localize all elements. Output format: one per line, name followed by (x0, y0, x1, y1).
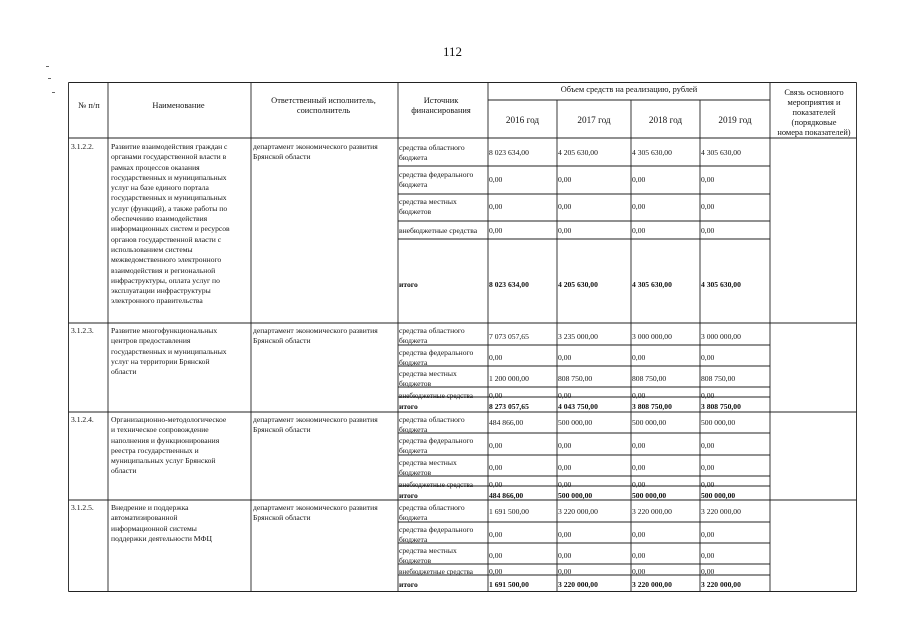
value-cell: 0,00 (632, 175, 646, 184)
value-cell: 0,00 (701, 551, 715, 560)
total-value: 4 305 630,00 (701, 280, 741, 289)
value-cell: 808 750,00 (558, 374, 593, 383)
row-number: 3.1.2.5. (71, 503, 94, 512)
value-cell: 7 073 057,65 (489, 332, 529, 341)
source-label: средства областного бюджета (399, 503, 465, 523)
value-cell: 0,00 (632, 551, 646, 560)
total-value: 4 043 750,00 (558, 402, 598, 411)
total-value: 500 000,00 (701, 491, 736, 500)
value-cell: 0,00 (701, 463, 715, 472)
value-cell: 3 000 000,00 (701, 332, 741, 341)
value-cell: 3 235 000,00 (558, 332, 598, 341)
value-cell: 3 220 000,00 (558, 507, 598, 516)
value-cell: 808 750,00 (701, 374, 736, 383)
total-label: итого (399, 280, 418, 289)
source-label: средства федерального бюджета (399, 348, 474, 368)
total-value: 3 220 000,00 (558, 580, 598, 589)
value-cell: 0,00 (632, 441, 646, 450)
row-number: 3.1.2.4. (71, 415, 94, 424)
value-cell: 0,00 (558, 567, 572, 576)
value-cell: 0,00 (632, 353, 646, 362)
source-label: средства местных бюджетов (399, 458, 457, 478)
value-cell: 0,00 (701, 202, 715, 211)
value-cell: 0,00 (632, 480, 646, 489)
total-label: итого (399, 580, 418, 589)
value-cell: 0,00 (489, 391, 503, 400)
source-label: средства федерального бюджета (399, 436, 474, 456)
value-cell: 4 205 630,00 (558, 148, 598, 157)
value-cell: 0,00 (489, 226, 503, 235)
value-cell: 0,00 (701, 480, 715, 489)
header-name: Наименование (152, 101, 205, 110)
value-cell: 0,00 (632, 202, 646, 211)
value-cell: 0,00 (489, 530, 503, 539)
value-cell: 0,00 (489, 463, 503, 472)
value-cell: 0,00 (558, 441, 572, 450)
value-cell: 3 220 000,00 (632, 507, 672, 516)
row-name: Развитие взаимодействия граждан с органами государственной власти в рамках процессов оказания государственных и муниципальных услуг на базе единого портала государственных и муниципальных услуг (функций), а также работы по обеспечению взаимодействия информационных систем и ресурсов органов государственной власти с использованием системы межведомственного электронного взаимодействия и региональной инфраструктуры, оплата услуг по эксплуатации инфраструктуры электронного правительства (111, 142, 230, 306)
value-cell: 500 000,00 (558, 418, 593, 427)
total-value: 1 691 500,00 (489, 580, 529, 589)
total-value: 3 808 750,00 (701, 402, 741, 411)
value-cell: 0,00 (701, 530, 715, 539)
source-label: средства федерального бюджета (399, 525, 474, 545)
value-cell: 8 023 634,00 (489, 148, 529, 157)
value-cell: 0,00 (701, 391, 715, 400)
header-executor: Ответственный исполнитель, соисполнитель (271, 96, 376, 115)
value-cell: 3 220 000,00 (701, 507, 741, 516)
value-cell: 0,00 (489, 567, 503, 576)
value-cell: 0,00 (558, 551, 572, 560)
row-executor: департамент экономического развития Брянской области (253, 415, 378, 435)
value-cell: 0,00 (489, 353, 503, 362)
row-executor: департамент экономического развития Брянской области (253, 326, 378, 346)
value-cell: 0,00 (558, 480, 572, 489)
value-cell: 0,00 (558, 530, 572, 539)
source-label: средства областного бюджета (399, 143, 465, 163)
source-label: внебюджетные средства (399, 568, 473, 576)
page-number: 112 (442, 44, 463, 59)
source-label: внебюджетные средства (399, 481, 473, 489)
value-cell: 0,00 (632, 391, 646, 400)
total-value: 8 273 057,65 (489, 402, 529, 411)
source-label: средства областного бюджета (399, 415, 465, 435)
total-value: 484 866,00 (489, 491, 524, 500)
value-cell: 0,00 (558, 463, 572, 472)
total-value: 3 220 000,00 (632, 580, 672, 589)
value-cell: 0,00 (489, 441, 503, 450)
source-label: средства областного бюджета (399, 326, 465, 346)
value-cell: 0,00 (632, 530, 646, 539)
header-year: 2016 год (505, 115, 540, 125)
scan-mark (52, 92, 55, 93)
value-cell: 0,00 (632, 226, 646, 235)
total-value: 3 220 000,00 (701, 580, 741, 589)
value-cell: 4 305 630,00 (632, 148, 672, 157)
source-label: средства местных бюджетов (399, 546, 457, 566)
header-year: 2019 год (718, 115, 752, 125)
header-source: Источник финансирования (411, 96, 471, 115)
value-cell: 484 866,00 (489, 418, 524, 427)
value-cell: 500 000,00 (632, 418, 667, 427)
header-year: 2018 год (648, 115, 683, 125)
value-cell: 0,00 (489, 202, 503, 211)
source-label: средства местных бюджетов (399, 197, 457, 217)
row-executor: департамент экономического развития Брянской области (253, 503, 378, 523)
source-label: внебюджетные средства (399, 226, 478, 235)
value-cell: 0,00 (701, 226, 715, 235)
value-cell: 0,00 (701, 353, 715, 362)
total-value: 8 023 634,00 (489, 280, 529, 289)
row-number: 3.1.2.2. (71, 142, 94, 151)
total-label: итого (399, 402, 418, 411)
header-year: 2017 год (577, 115, 611, 125)
value-cell: 0,00 (558, 175, 572, 184)
value-cell: 0,00 (489, 551, 503, 560)
row-name: Развитие многофункциональных центров предоставления государственных и муниципальных услуг на территории Брянской области (111, 326, 227, 377)
value-cell: 0,00 (558, 226, 572, 235)
row-name: Внедрение и поддержка автоматизированной информационной системы поддержки деятельности МФЦ (111, 503, 212, 543)
source-label: средства федерального бюджета (399, 170, 474, 190)
row-name: Организационно-методологическое и техническое сопровождение наполнения и функционирования реестра государственных и муниципальных услуг Брянской области (111, 415, 227, 476)
value-cell: 500 000,00 (701, 418, 736, 427)
total-value: 500 000,00 (632, 491, 667, 500)
source-label: внебюджетные средства (399, 392, 473, 400)
value-cell: 0,00 (701, 441, 715, 450)
value-cell: 0,00 (489, 480, 503, 489)
source-label: средства местных бюджетов (399, 369, 457, 389)
value-cell: 1 691 500,00 (489, 507, 529, 516)
value-cell: 808 750,00 (632, 374, 667, 383)
header-volume: Объем средств на реализацию, рублей (560, 85, 698, 94)
total-label: итого (399, 491, 418, 500)
value-cell: 0,00 (558, 353, 572, 362)
value-cell: 0,00 (558, 391, 572, 400)
value-cell: 0,00 (489, 175, 503, 184)
value-cell: 0,00 (558, 202, 572, 211)
scan-mark (46, 66, 49, 67)
header-indicator-link: Связь основного мероприятия и показателей (порядковые номера показателей) (777, 88, 851, 137)
row-executor: департамент экономического развития Брянской области (253, 142, 378, 162)
value-cell: 1 200 000,00 (489, 374, 529, 383)
budget-table (68, 82, 857, 592)
total-value: 500 000,00 (558, 491, 593, 500)
total-value: 3 808 750,00 (632, 402, 672, 411)
value-cell: 0,00 (632, 463, 646, 472)
header-num: № п/п (78, 101, 100, 110)
value-cell: 4 305 630,00 (701, 148, 741, 157)
row-number: 3.1.2.3. (71, 326, 94, 335)
value-cell: 3 000 000,00 (632, 332, 672, 341)
scan-mark (48, 78, 51, 79)
value-cell: 0,00 (701, 567, 715, 576)
total-value: 4 305 630,00 (632, 280, 672, 289)
value-cell: 0,00 (701, 175, 715, 184)
value-cell: 0,00 (632, 567, 646, 576)
total-value: 4 205 630,00 (558, 280, 598, 289)
